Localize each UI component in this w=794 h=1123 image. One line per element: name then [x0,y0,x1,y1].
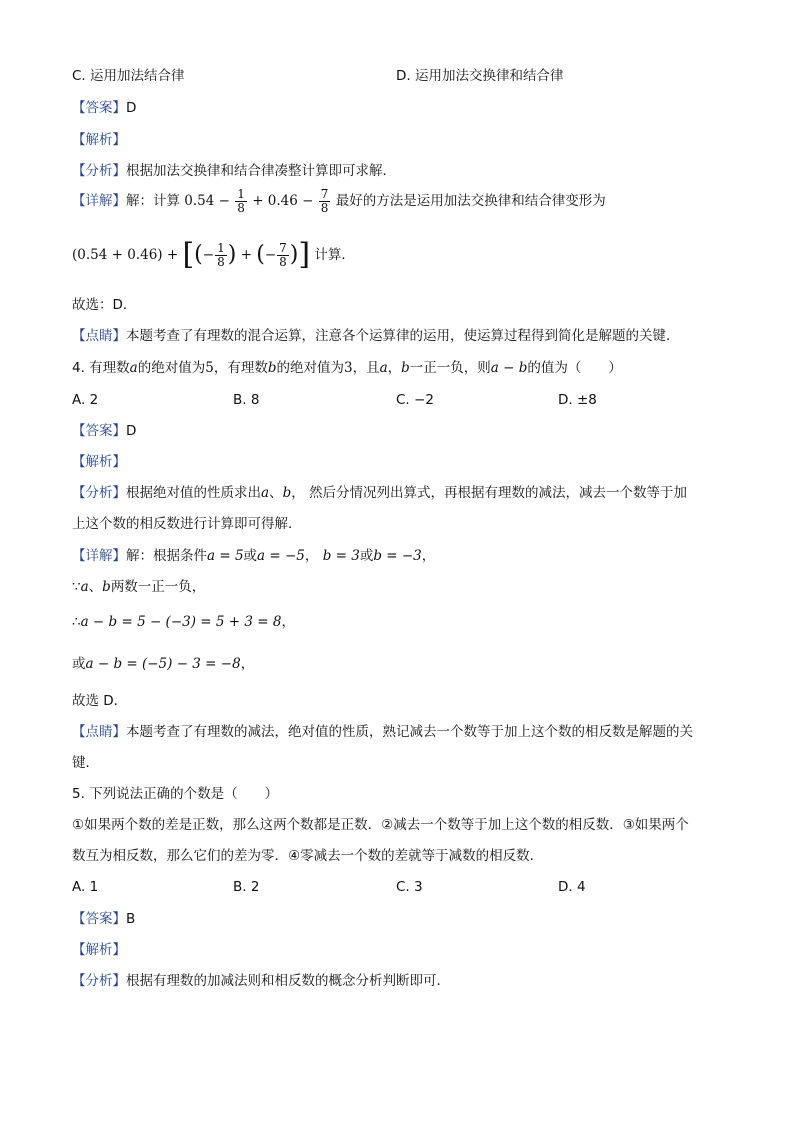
dianjing-tag: 【点睛】 [72,724,126,740]
q5-statement-line1: ①如果两个数的差是正数，那么这两个数都是正数．②减去一个数等于加上这个数的相反数．③如果两个 [72,817,689,833]
q3-xiangjie [72,186,606,216]
fraction [319,188,331,215]
q5-fenxi [72,971,450,991]
q3-answer [72,98,136,118]
q4-option-d: D. ±8 [558,392,597,408]
fraction-denominator: 8 [217,254,225,269]
answer-tag: 【答案】 [72,911,126,927]
fenxi-text: 根据绝对值的性质求出 [126,485,261,501]
xiangjie-post: 最好的方法是运用加法交换律和结合律变形为 [335,193,606,209]
math-expr: a = 5 [207,548,244,564]
q3-expression-line [72,238,355,272]
number: 5 [205,360,214,376]
q5-analysis-heading: 【解析】 [72,942,126,958]
xiangjie-tag: 【详解】 [72,193,126,209]
bracket-close: ] [298,237,311,272]
q3-option-d: D. 运用加法交换律和结合律 [396,68,564,84]
fenxi-text: ， 然后分情况列出算式，再根据有理数的减法，减去一个数等于加 [291,485,688,501]
q4-fenxi-line1 [72,483,687,503]
because-text: 、 [88,579,103,595]
q4-dianjing-line1 [72,722,693,742]
q4-xiangjie [72,546,435,566]
minus-sign: − [264,247,277,263]
math-expr: a = −5 [257,548,305,564]
paren-close: ) [289,242,299,267]
q4-dianjing-line2: 键． [72,755,99,771]
dianjing-tag: 【点睛】 [72,328,126,344]
q5-stem: 5. 下列说法正确的个数是（ ） [72,786,279,802]
stem-text: ，且 [352,360,380,376]
answer-tag: 【答案】 [72,100,126,116]
q4-fenxi-line2: 上这个数的相反数进行计算即可得解． [72,516,302,532]
fraction [215,242,227,269]
fraction-numerator: 7 [279,240,287,255]
fraction-denominator: 8 [279,254,287,269]
variable-b: b [102,579,111,595]
variable-b: b [401,360,410,376]
fenxi-tag: 【分析】 [72,973,126,989]
paren-open: ( [194,242,203,267]
q3-option-c: C. 运用加法结合律 [72,68,185,84]
or-text: 或 [72,656,86,672]
stem-text: 的值为（ ） [527,360,622,376]
bracket-open: [ [182,237,195,272]
dianjing-text: 本题考查了有理数的混合运算，注意各个运算律的运用，使运算过程得到简化是解题的关键． [126,328,680,344]
minus-sign: − [202,247,215,263]
xiangjie-text: 或 [359,548,374,564]
q4-option-b: B. 8 [233,392,260,408]
fraction [277,242,289,269]
math-expr: b = 3 [322,548,360,564]
math-expr: a − b [490,360,528,376]
q4-option-a: A. 2 [72,392,99,408]
stem-text: 4. 有理数 [72,360,130,376]
therefore-text: ， [281,614,295,630]
q3-fenxi [72,161,396,181]
q4-stem [72,358,622,378]
answer-value: D [126,100,137,116]
stem-text: ， [387,360,402,376]
stem-text: 的绝对值为 [276,360,344,376]
stem-text: 的绝对值为 [137,360,206,376]
fraction-numerator: 7 [320,186,329,201]
q4-option-c: C. −2 [396,392,434,408]
q3-analysis-heading: 【解析】 [72,132,126,148]
xiangjie-tag: 【详解】 [72,548,126,564]
or-text: ， [240,656,255,672]
because-text: 两数一正一负， [110,579,206,595]
fraction-denominator: 8 [237,200,245,215]
fenxi-tag: 【分析】 [72,163,126,179]
variable-a: a [129,360,138,376]
stem-text: ，有理数 [213,360,268,376]
q3-choose: 故选：D． [72,297,137,313]
q4-analysis-heading: 【解析】 [72,454,126,470]
math-expr: (0.54 + 0.46) + [72,247,179,263]
stem-text: 一正一负，则 [409,360,491,376]
q5-answer [72,909,135,929]
math-expr: a − b = (−5) − 3 = −8 [85,656,241,672]
fenxi-tag: 【分析】 [72,485,126,501]
answer-value: B [126,911,136,927]
fraction-numerator: 1 [217,240,225,255]
because-symbol: ∵ [72,579,81,595]
math-expr: a − b = 5 − (−3) = 5 + 3 = 8 [80,614,282,630]
xiangjie-text: ， [304,548,323,564]
math-expr: b = −3 [373,548,422,564]
q5-option-b: B. 2 [233,879,260,895]
fenxi-text: 根据有理数的加减法则和相反数的概念分析判断即可． [126,973,450,989]
fenxi-text: 根据加法交换律和结合律凑整计算即可求解． [126,163,396,179]
answer-tag: 【答案】 [72,423,126,439]
xiangjie-text: 或 [243,548,258,564]
answer-value: D [126,423,137,439]
q3-dianjing [72,326,680,346]
fraction [235,188,247,215]
math-expr: 0.54 − [184,193,230,209]
expr2-post: 计算． [314,247,355,263]
fraction-denominator: 8 [320,200,329,215]
q4-therefore [72,612,295,632]
q4-answer [72,421,136,441]
q4-choose: 故选 D． [72,693,128,709]
variable-b: b [267,360,277,376]
q4-or-case [72,654,254,674]
variable-b: b [282,485,292,501]
variable-a: a [80,579,89,595]
number: 3 [343,360,353,376]
plus-sign: + [240,247,252,263]
paren-open: ( [256,242,265,267]
dianjing-text: 本题考查了有理数的减法，绝对值的性质，熟记减去一个数等于加上这个数的相反数是解题的关 [126,724,693,740]
xiangjie-pre: 解：计算 [126,193,180,209]
xiangjie-text: 解：根据条件 [126,548,207,564]
paren-close: ) [227,242,237,267]
variable-a: a [379,360,388,376]
q5-option-a: A. 1 [72,879,99,895]
math-expr: + 0.46 − [252,193,314,209]
q5-statement-line2: 数互为相反数，那么它们的差为零．④零减去一个数的差就等于减数的相反数． [72,848,544,864]
variable-a: a [261,485,270,501]
therefore-symbol: ∴ [72,614,81,630]
fenxi-text: 、 [269,485,283,501]
xiangjie-text: ， [421,548,436,564]
q5-option-c: C. 3 [396,879,423,895]
q4-because [72,577,205,597]
q5-option-d: D. 4 [558,879,586,895]
fraction-numerator: 1 [237,186,245,201]
